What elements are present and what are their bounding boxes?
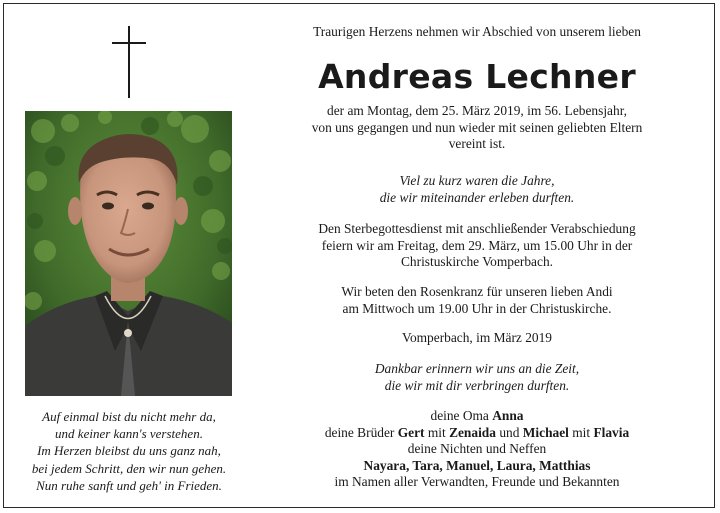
mourner-oma: [256, 408, 698, 425]
memorial-poem: [18, 408, 240, 494]
death-notice-line: der am Montag, dem 25. März 2019, im 56. Lebensjahr,: [327, 103, 627, 118]
rosary-line: Wir beten den Rosenkranz für unseren lieben Andi: [341, 284, 613, 299]
gratitude-line: die wir mit dir verbringen durften.: [384, 377, 570, 393]
connector-text: mit: [572, 424, 591, 440]
mourner-brothers: [256, 425, 698, 442]
intro-line: Traurigen Herzens nehmen wir Abschied von unserem lieben: [313, 24, 641, 39]
gratitude: [256, 361, 698, 394]
poem-line: Im Herzen bleibst du uns ganz nah,: [37, 443, 221, 459]
place-date-line: Vomperbach, im März 2019: [402, 330, 552, 345]
funeral-info: [256, 221, 698, 271]
rosary-line: am Mittwoch um 19.00 Uhr in der Christuskirche.: [342, 300, 612, 316]
quote-line: die wir miteinander erleben durften.: [379, 189, 575, 205]
partner-name: Zenaida: [449, 424, 496, 440]
quote-line: Viel zu kurz waren die Jahre,: [399, 173, 555, 188]
death-notice: [256, 103, 698, 153]
poem-line: und keiner kann's verstehen.: [55, 426, 203, 442]
rosary-info: [256, 284, 698, 317]
funeral-line: feiern wir am Freitag, dem 29. März, um 15.00 Uhr in der: [321, 237, 633, 253]
death-notice-line: vereint ist.: [448, 136, 506, 152]
brother-name: Gert: [397, 424, 425, 440]
funeral-line: Den Sterbegottesdienst mit anschließender Verabschiedung: [318, 221, 636, 236]
partner-name: Flavia: [593, 424, 630, 440]
poem-line: Nun ruhe sanft und geh' in Frieden.: [36, 477, 222, 493]
oma-prefix: deine Oma: [430, 408, 489, 423]
brothers-prefix: deine Brüder: [324, 424, 395, 440]
connector-text: mit: [427, 424, 446, 440]
deceased-name: Andreas Lechner: [318, 57, 636, 96]
cross-icon: [112, 26, 146, 98]
poem-line: bei jedem Schritt, den wir nun gehen.: [31, 460, 227, 476]
oma-name: Anna: [492, 408, 524, 423]
poem-line: Auf einmal bist du nicht mehr da,: [42, 409, 216, 424]
place-date: [256, 330, 698, 347]
mourners-list: [256, 408, 698, 491]
brother-name: Michael: [522, 424, 569, 440]
portrait-photo: [25, 111, 232, 396]
nieces-names: Nayara, Tara, Manuel, Laura, Matthias: [363, 457, 591, 473]
death-notice-line: von uns gegangen und nun wieder mit seinen geliebten Eltern: [311, 119, 643, 135]
funeral-line: Christuskirche Vomperbach.: [401, 254, 553, 270]
gratitude-line: Dankbar erinnern wir uns an die Zeit,: [374, 361, 580, 376]
quote: [256, 173, 698, 206]
connector-text: und: [499, 424, 520, 440]
closing-line: im Namen aller Verwandten, Freunde und Bekannten: [334, 474, 620, 490]
nieces-label: deine Nichten und Neffen: [407, 441, 547, 457]
